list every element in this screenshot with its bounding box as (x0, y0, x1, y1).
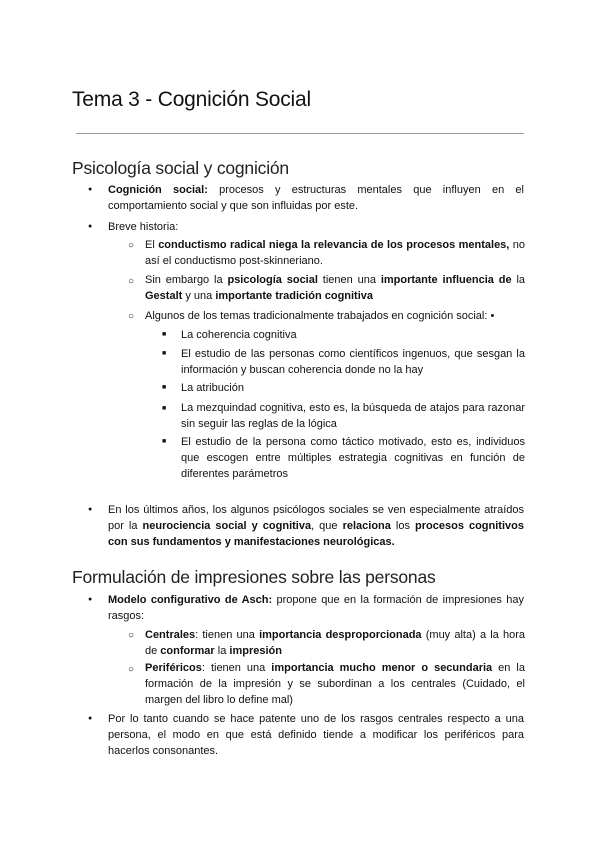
list-item: Cognición social: procesos y estructuras mentales que influyen en el comportamiento social y que son influidas por este. (108, 184, 524, 212)
list-item: El estudio de las personas como científicos ingenuos, que sesgan la información y buscan coherencia donde no la hay (181, 348, 525, 376)
section-heading-1: Psicología social y cognición (72, 158, 289, 178)
bullet-dot-icon (88, 182, 92, 200)
list-item: El estudio de la persona como táctico motivado, esto es, individuos que escogen entre múltiples estrategia cognitivas en función de diferentes parámetros (181, 436, 525, 480)
bullet-dot-icon (88, 502, 92, 520)
section-heading-2: Formulación de impresiones sobre las personas (72, 567, 436, 587)
list-item: Sin embargo la psicología social tienen una importante influencia de la Gestalt y una importante tradición cognitiva (145, 274, 526, 302)
bullet-dot-icon (88, 592, 92, 610)
list-item: Modelo configurativo de Asch: propone que en la formación de impresiones hay rasgos: (108, 594, 524, 622)
list-item: Algunos de los temas tradicionalmente trabajados en cognición social: • (145, 310, 495, 322)
bullet-circle-icon (128, 661, 134, 678)
bullet-square-icon (162, 327, 166, 345)
bullet-square-icon (162, 346, 166, 364)
bullet-circle-icon (128, 308, 134, 325)
bullet-circle-icon (128, 627, 134, 644)
bullet-square-icon (162, 434, 166, 452)
list-item: En los últimos años, los algunos psicólogos sociales se ven especialmente atraídos por la neurociencia social y cognitiva, que relaciona los procesos cognitivos con sus fundamentos y manifestaciones neurológicas. (108, 504, 524, 548)
bullet-square-icon (162, 380, 166, 398)
list-item: El conductismo radical niega la relevancia de los procesos mentales, no así el conductismo post-skinneriano. (145, 239, 525, 267)
list-item: La coherencia cognitiva (181, 329, 297, 341)
list-item: La mezquindad cognitiva, esto es, la búsqueda de atajos para razonar sin seguir las reglas de la lógica (181, 402, 525, 430)
list-item: Por lo tanto cuando se hace patente uno de los rasgos centrales respecto a una persona, el modo en que está definido tiende a modificar los periféricos para hacerlos consonantes. (108, 713, 524, 757)
bullet-dot-icon (88, 219, 92, 237)
page-title: Tema 3 - Cognición Social (72, 88, 311, 111)
list-item: Periféricos: tienen una importancia mucho menor o secundaria en la formación de la impresión y se subordinan a los centrales (Cuidado, el margen del libro lo define mal) (145, 662, 525, 706)
bullet-circle-icon (128, 237, 134, 254)
bullet-circle-icon (128, 273, 134, 290)
bullet-square-icon (162, 401, 166, 419)
divider (76, 133, 524, 134)
list-item: Centrales: tienen una importancia desproporcionada (muy alta) a la hora de conformar la impresión (145, 629, 525, 657)
list-item: Breve historia: (108, 221, 179, 233)
list-item: La atribución (181, 382, 244, 394)
bullet-dot-icon (88, 711, 92, 729)
